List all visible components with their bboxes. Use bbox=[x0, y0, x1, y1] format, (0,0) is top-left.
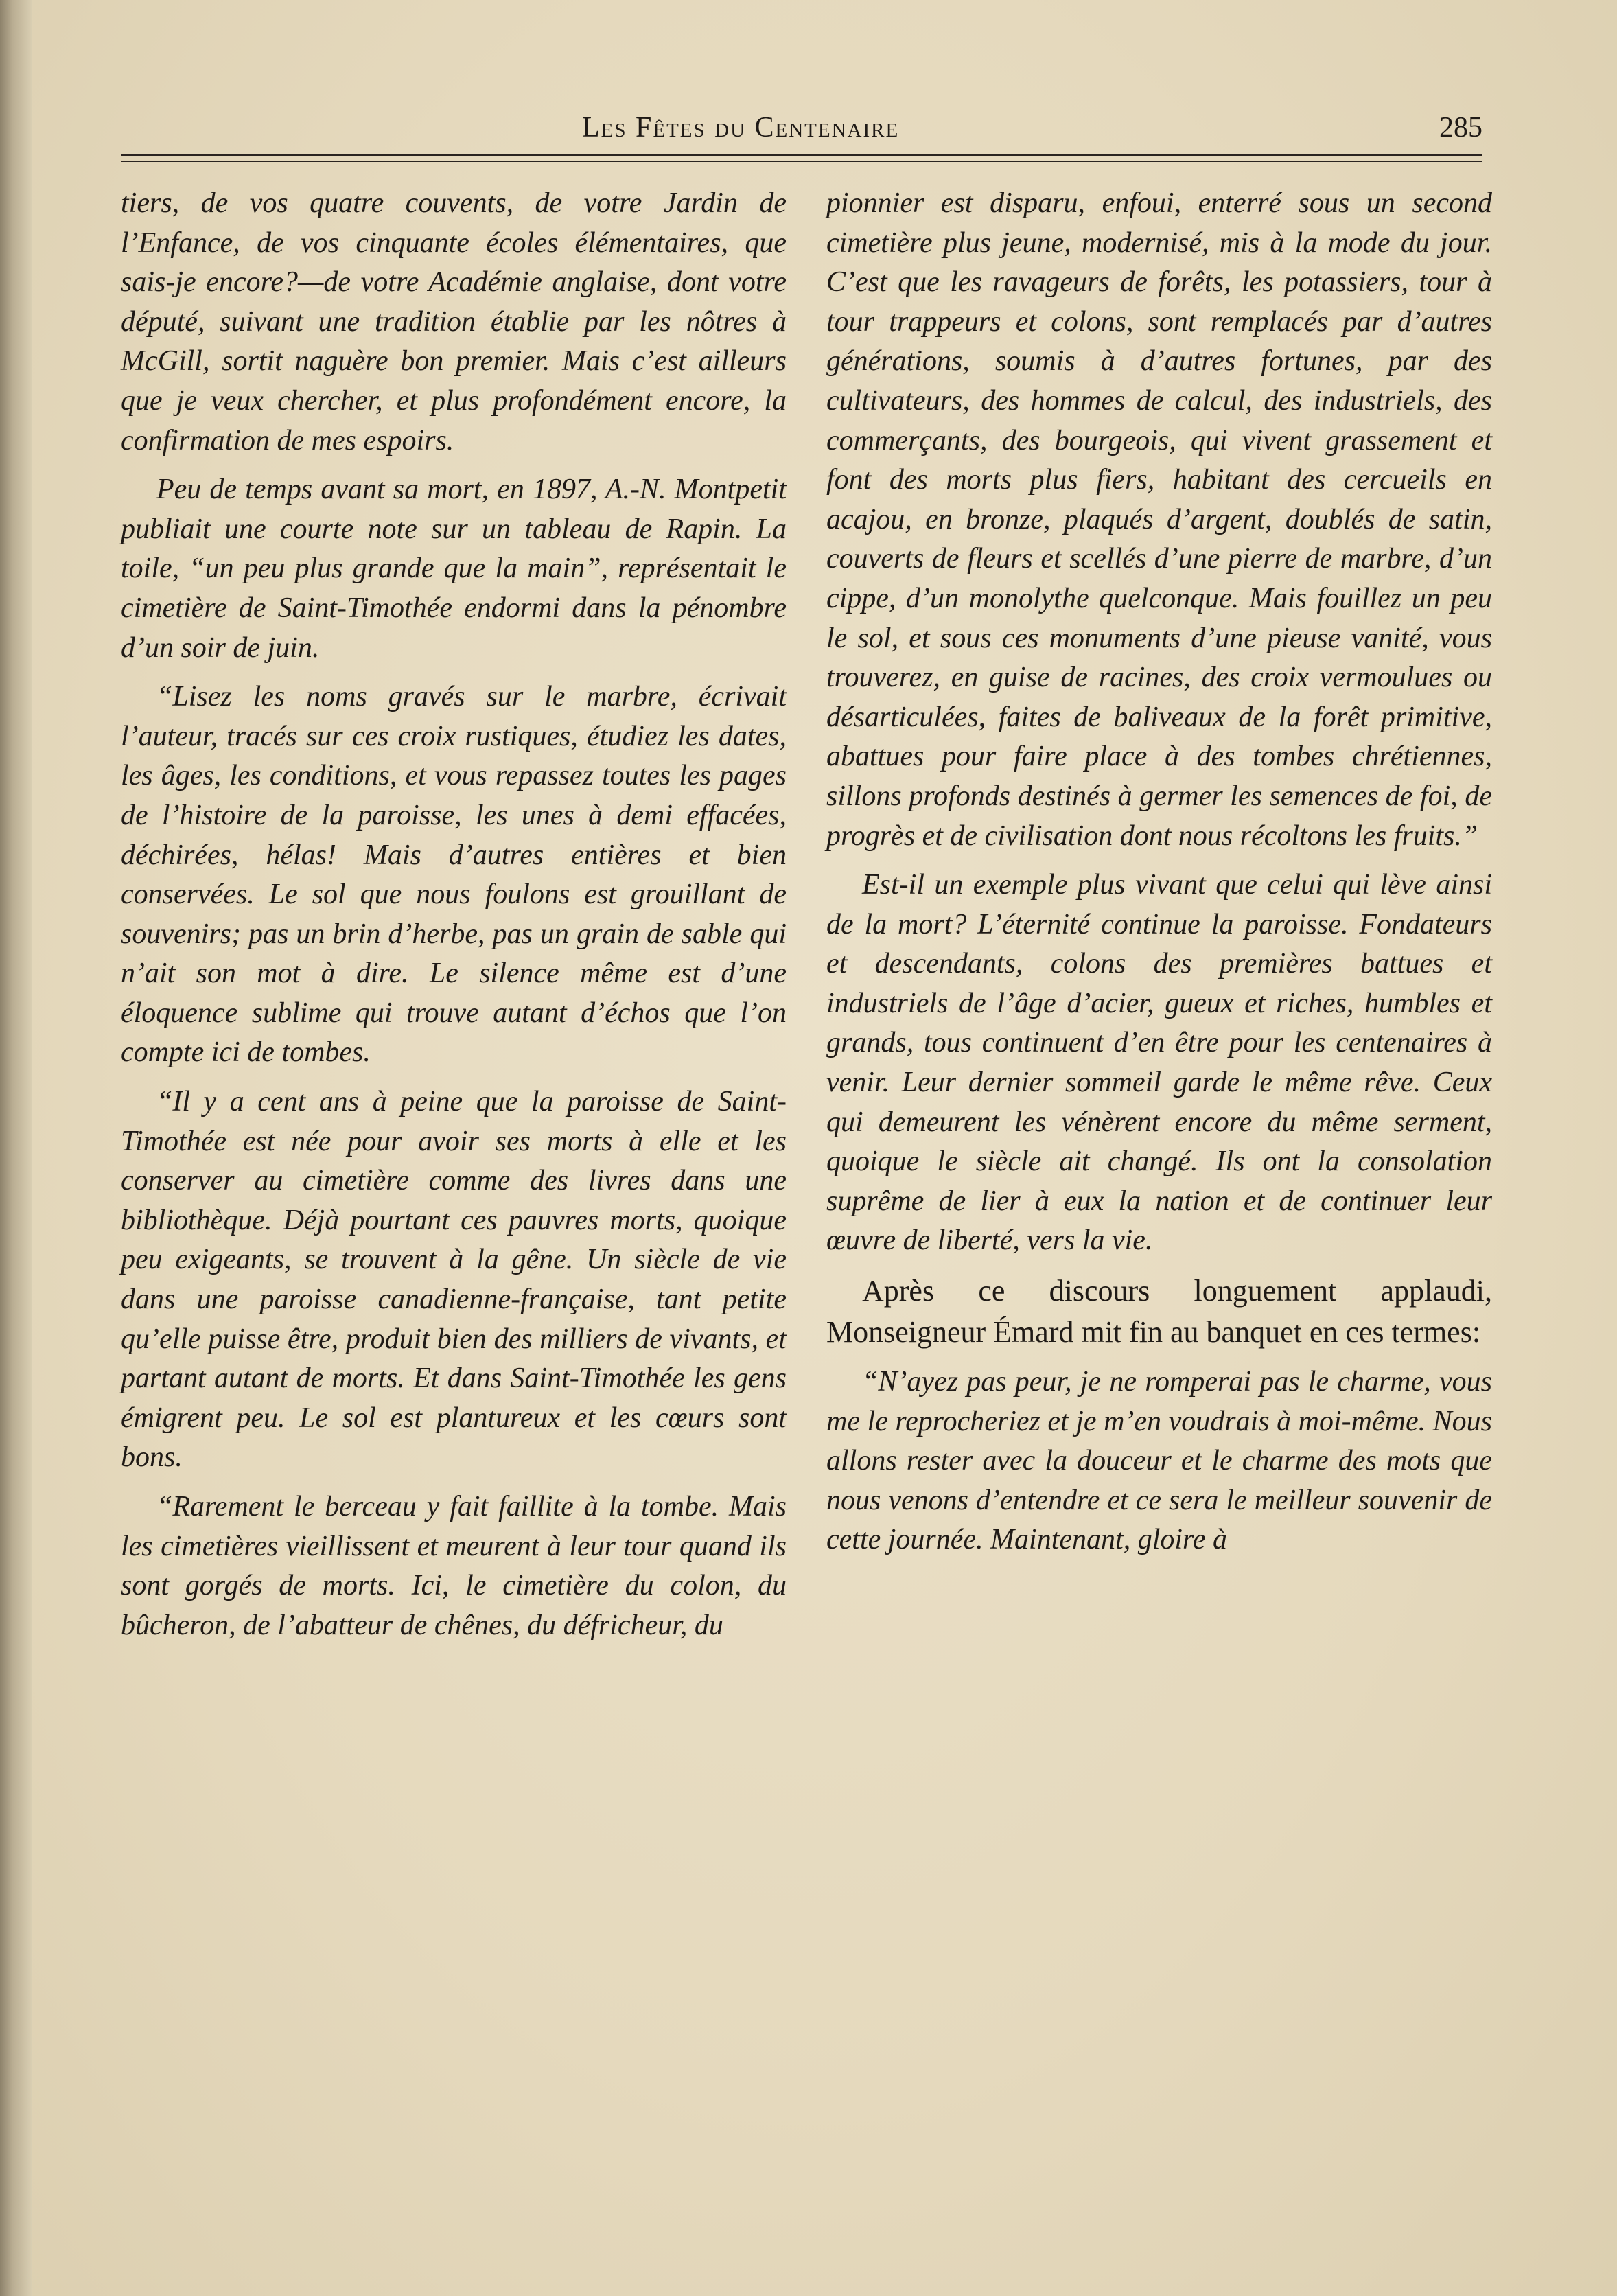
paragraph: “Il y a cent ans à peine que la paroisse de Saint-Timothée est née pour avoir ses morts à elle et les conserver au cimetière comme des livres dans une bibliothèque. Déjà pourtant ces pauvres morts, quoique peu exigeants, se trouvent à la gêne. Un siècle de vie dans une paroisse canadienne-française, tant petite qu’elle puisse être, produit bien des milliers de vivants, et partant autant de morts. Et dans Saint-Timothée les gens émigrent peu. Le sol est plantureux et les cœurs sont bons. bbox=[121, 1086, 787, 1474]
header-rule-top bbox=[121, 154, 1482, 156]
paragraph: “Rarement le berceau y fait faillite à la tombe. Mais les cimetières vieillissent et meurent à leur tour quand ils sont gorgés de morts. Ici, le cimetière du colon, du bûcheron, de l’abatteur de chênes, du défricheur, du bbox=[121, 1491, 787, 1641]
narrative-paragraph: Après ce discours longuement applaudi, Monseigneur Émard mit fin au banquet en ces termes: bbox=[826, 1274, 1492, 1349]
page-header bbox=[121, 103, 1482, 151]
paragraph: Peu de temps avant sa mort, en 1897, A.-N. Montpetit publiait une courte note sur un tableau de Rapin. La toile, “un peu plus grande que la main”, représentait le cimetière de Saint-Timothée endormi dans la pénombre d’un soir de juin. bbox=[121, 474, 787, 664]
running-title: Les Fêtes du Centenaire bbox=[582, 112, 900, 143]
paragraph: Est-il un exemple plus vivant que celui qui lève ainsi de la mort? L’éternité continue la paroisse. Fondateurs et descendants, colons des premières battues et industriels de l’âge d’acier, gueux et riches, humbles et grands, tous continuent d’en être pour les centenaires à venir. Leur dernier sommeil garde le même rêve. Ceux qui demeurent les vénèrent encore du même serment, quoique le siècle ait changé. Ils ont la consolation suprême de lier à eux la nation et de continuer leur œuvre de liberté, vers la vie. bbox=[826, 869, 1492, 1257]
book-spine-shadow bbox=[0, 0, 32, 2296]
paragraph: “Lisez les noms gravés sur le marbre, écrivait l’auteur, tracés sur ces croix rustiques, étudiez les dates, les âges, les conditions, et vous repassez toutes les pages de l’histoire de la paroisse, les unes à demi effacées, déchirées, hélas! Mais d’autres entières et bien conservées. Le sol que nous foulons est grouillant de souvenirs; pas un brin d’herbe, pas un grain de sable qui n’ait son mot à dire. Le silence même est d’une éloquence sublime qui trouve autant d’échos que l’on compte ici de tombes. bbox=[121, 681, 787, 1069]
paragraph: pionnier est disparu, enfoui, enterré sous un second cimetière plus jeune, modernisé, mis à la mode du jour. C’est que les ravageurs de forêts, les potassiers, tour à tour trappeurs et colons, sont remplacés par d’autres générations, soumis à d’autres fortunes, par des cultivateurs, des hommes de calcul, des industriels, des commerçants, des bourgeois, qui vivent grassement et font des morts plus fiers, habitant des cercueils en acajou, en bronze, plaqués d’argent, doublés de satin, couverts de fleurs et scellés d’une pierre de marbre, d’un cippe, d’un monolythe quelconque. Mais fouillez un peu le sol, et sous ces monuments d’une pieuse vanité, vous trouverez, en guise de racines, des croix vermoulues ou désarticulées, faites de baliveaux de la forêt primitive, abattues pour faire place à des tombes chrétiennes, sillons profonds destinés à germer les semences de foi, de progrès et de civilisation dont nous récoltons les fruits.” bbox=[826, 187, 1492, 852]
paragraph: “N’ayez pas peur, je ne romperai pas le charme, vous me le reprocheriez et je m’en voudrais à moi-même. Nous allons rester avec la douceur et le charme des mots que nous venons d’entendre et ce sera le meilleur souvenir de cette journée. Maintenant, gloire à bbox=[826, 1366, 1492, 1556]
paragraph: tiers, de vos quatre couvents, de votre Jardin de l’Enfance, de vos cinquante écoles élémentaires, que sais-je encore?—de votre Académie anglaise, dont votre député, suivant une tradition établie par les nôtres à McGill, sortit naguère bon premier. Mais c’est ailleurs que je veux chercher, et plus profondément encore, la confirmation de mes espoirs. bbox=[121, 187, 787, 456]
page-number: 285 bbox=[1439, 112, 1482, 143]
right-column bbox=[826, 184, 1492, 1570]
header-rule-bottom bbox=[121, 161, 1482, 162]
left-column bbox=[121, 184, 787, 1655]
